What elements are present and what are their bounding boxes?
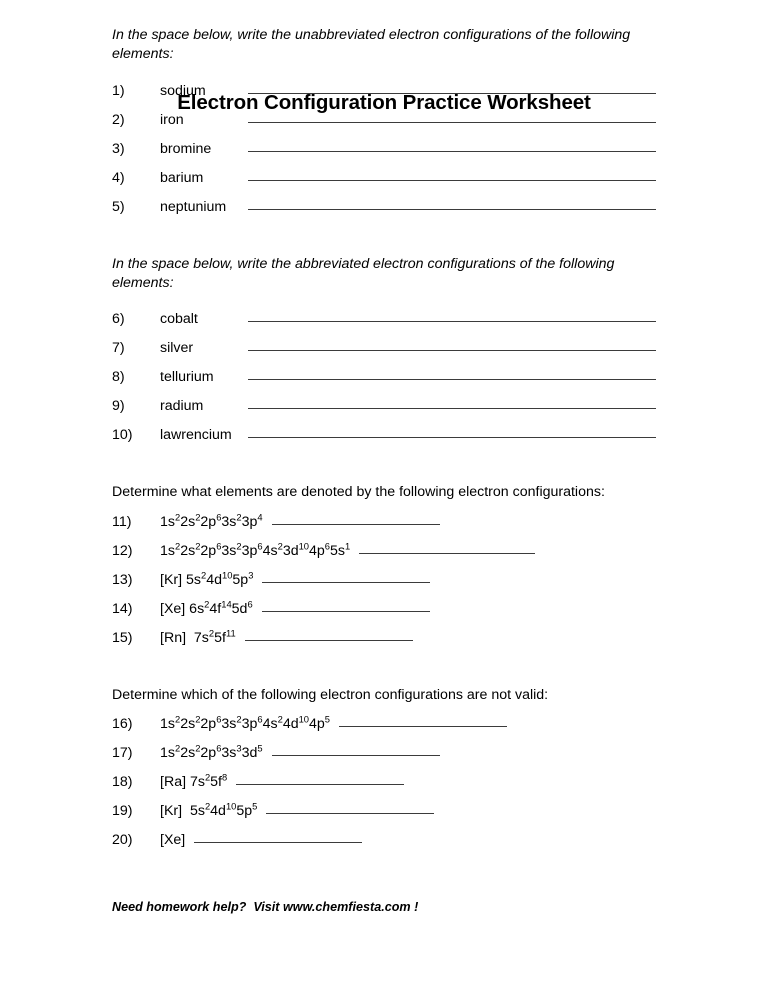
- spacer: [112, 660, 656, 686]
- list-item: [112, 833, 656, 862]
- list-item: [112, 540, 656, 573]
- list-item: [112, 569, 656, 602]
- list-item: [112, 142, 656, 171]
- instruction-unabbreviated: In the space below, write the unabbreviated electron configurations of the following elements:: [112, 27, 631, 63]
- item-number: 1): [112, 82, 125, 99]
- spacer: [112, 862, 656, 888]
- page-title: Electron Configuration Practice Worksheet: [177, 91, 591, 114]
- answer-blank[interactable]: [248, 209, 656, 210]
- list-item: [112, 598, 656, 631]
- electron-configuration: [Xe] $6s^24f^{14}5d^6$: [160, 598, 253, 617]
- item-number: 10): [112, 427, 133, 444]
- spacer: [112, 229, 656, 255]
- answer-blank[interactable]: [236, 784, 404, 785]
- item-label: bromine: [160, 140, 212, 157]
- item-number: 19): [112, 802, 133, 819]
- list-item: [112, 399, 656, 428]
- list-item: [112, 714, 656, 746]
- list-item: [112, 743, 656, 775]
- item-label: radium: [160, 398, 204, 415]
- question-list-not-valid: [112, 714, 656, 862]
- item-number: 7): [112, 340, 125, 357]
- item-number: 13): [112, 571, 133, 588]
- answer-blank[interactable]: [272, 755, 440, 756]
- item-number: 18): [112, 773, 133, 790]
- spacer: [112, 457, 656, 483]
- electron-configuration: $1s^22s^22p^63s^23p^4$: [160, 511, 263, 530]
- list-item: [112, 84, 656, 113]
- answer-blank[interactable]: [245, 640, 413, 641]
- footer-homework-help-note: Need homework help? Visit www.chemfiesta.com !: [112, 899, 419, 914]
- worksheet-body: [112, 0, 656, 914]
- item-number: 3): [112, 140, 125, 157]
- item-number: 11): [112, 513, 132, 530]
- item-number: 16): [112, 715, 133, 732]
- answer-blank[interactable]: [248, 321, 656, 322]
- list-item: [112, 511, 656, 544]
- item-label: iron: [160, 111, 184, 128]
- list-item: [112, 200, 656, 229]
- item-label: lawrencium: [160, 427, 232, 444]
- electron-configuration: [Rn] $7s^25f^{11}$: [160, 627, 236, 646]
- list-item: [112, 772, 656, 804]
- answer-blank[interactable]: [248, 93, 656, 94]
- item-number: 20): [112, 831, 133, 848]
- electron-configuration: [Kr] $5s^24d^{10}5p^3$: [160, 569, 254, 588]
- item-number: 12): [112, 542, 133, 559]
- item-label: barium: [160, 169, 204, 186]
- question-list-unabbreviated: [112, 84, 656, 229]
- instruction-abbreviated: In the space below, write the abbreviated electron configurations of the following elements:: [112, 255, 615, 291]
- answer-blank[interactable]: [262, 611, 430, 612]
- answer-blank[interactable]: [248, 408, 656, 409]
- item-number: 4): [112, 169, 125, 186]
- answer-blank[interactable]: [266, 813, 434, 814]
- answer-blank[interactable]: [359, 553, 535, 554]
- instruction-identify-element: Determine what elements are denoted by the following electron configurations:: [112, 484, 605, 501]
- electron-configuration: $1s^22s^22p^63s^23p^64s^24d^{10}4p^5$: [160, 714, 331, 732]
- instruction-not-valid: Determine which of the following electron configurations are not valid:: [112, 686, 549, 703]
- item-number: 8): [112, 369, 125, 386]
- item-number: 14): [112, 600, 133, 617]
- item-number: 5): [112, 198, 125, 215]
- item-label: silver: [160, 340, 194, 357]
- answer-blank[interactable]: [248, 180, 656, 181]
- item-number: 15): [112, 629, 133, 646]
- item-number: 2): [112, 111, 125, 128]
- item-number: 6): [112, 311, 125, 328]
- answer-blank[interactable]: [194, 842, 362, 843]
- question-list-abbreviated: [112, 312, 656, 457]
- list-item: [112, 370, 656, 399]
- list-item: [112, 341, 656, 370]
- electron-configuration: [Ra] $7s^25f^8$: [160, 772, 228, 790]
- list-item: [112, 312, 656, 341]
- item-number: 17): [112, 744, 133, 761]
- spacer: [112, 503, 656, 515]
- answer-blank[interactable]: [248, 151, 656, 152]
- list-item: [112, 428, 656, 457]
- answer-blank[interactable]: [248, 379, 656, 380]
- item-label: neptunium: [160, 198, 227, 215]
- electron-configuration: $1s^22s^22p^63s^33d^5$: [160, 743, 263, 761]
- answer-blank[interactable]: [248, 122, 656, 123]
- list-item: [112, 801, 656, 833]
- list-item: [112, 627, 656, 660]
- item-label: tellurium: [160, 369, 214, 386]
- electron-configuration: $1s^22s^22p^63s^23p^64s^23d^{10}4p^65s^1$: [160, 540, 351, 559]
- item-label: sodium: [160, 82, 206, 99]
- answer-blank[interactable]: [272, 524, 440, 525]
- spacer: [112, 888, 656, 900]
- item-label: cobalt: [160, 311, 198, 328]
- spacer: [112, 293, 656, 312]
- list-item: [112, 113, 656, 142]
- electron-configuration: [Xe]: [160, 831, 186, 848]
- spacer: [112, 0, 656, 26]
- electron-configuration: [Kr] $5s^24d^{10}5p^5$: [160, 801, 258, 819]
- answer-blank[interactable]: [248, 437, 656, 438]
- spacer: [112, 65, 656, 84]
- question-list-identify-element: [112, 511, 656, 660]
- answer-blank[interactable]: [339, 726, 507, 727]
- item-number: 9): [112, 398, 125, 415]
- answer-blank[interactable]: [262, 582, 430, 583]
- answer-blank[interactable]: [248, 350, 656, 351]
- list-item: [112, 171, 656, 200]
